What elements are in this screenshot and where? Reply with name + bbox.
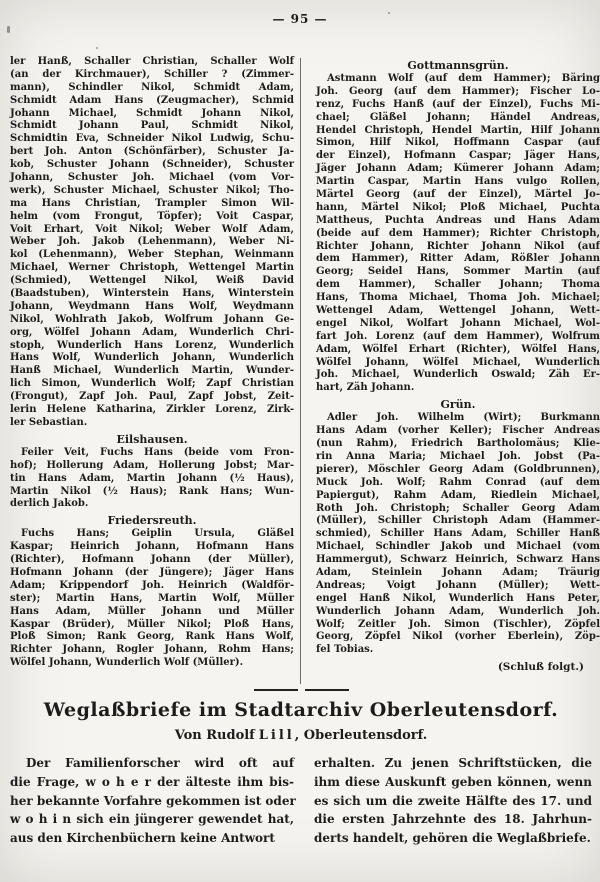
text-line: dem Hammer), Schaller Johann; Thoma xyxy=(316,279,600,291)
scan-noise-speck xyxy=(7,26,10,33)
text-line: mann), Schindler Nikol, Schmidt Adam, xyxy=(10,81,294,93)
section-gruen xyxy=(316,398,600,657)
article-body-columns xyxy=(10,754,592,848)
text-line: Richter Johann, Richter Johann Nikol (auf xyxy=(316,240,600,252)
text-line: Hofmann Johann (der Jüngere); Jäger Hans xyxy=(10,566,294,578)
text-line: ler Hanß, Schaller Christian, Schaller Wolf xyxy=(10,56,294,67)
text-line: Feiler Veit, Fuchs Hans (beide vom Fron- xyxy=(21,446,294,458)
text-line: kol (Lehenmann), Weber Stephan, Weinmann xyxy=(10,249,294,261)
section-divider-rule xyxy=(10,689,592,691)
text-line: Wettengel Adam, Wettengel Johann, Wett- xyxy=(316,305,600,317)
text-line: Weber Joh. Jakob (Lehenmann), Weber Ni- xyxy=(10,236,294,248)
text-line: Schmidt Adam Hans (Zeugmacher), Schmid xyxy=(10,94,294,106)
text-line: schmied), Schiller Hans Adam, Schiller Hanß xyxy=(316,528,600,540)
section-friedersreuth xyxy=(10,514,294,670)
section-eilshausen xyxy=(10,433,294,511)
text-line: es sich um die zweite Hälfte des 17. und xyxy=(314,793,592,808)
text-line: Wunderlich Johann Adam, Wunderlich Joh. xyxy=(316,605,600,617)
article-right-column xyxy=(314,754,592,848)
text-line: (Richter), Hofmann Johann (der Müller), xyxy=(10,554,294,566)
article-weglassbriefe xyxy=(10,689,592,848)
text-line: pierer), Möschler Georg Adam (Goldbrunnen), xyxy=(316,463,600,475)
text-line: Muck Joh. Wolf; Rahm Conrad (auf dem xyxy=(316,476,600,488)
text-line: Michael, Werner Christoph, Wettengel Martin xyxy=(10,262,294,274)
text-line: Papiergut), Rahm Adam, Riedlein Michael, xyxy=(316,489,600,501)
article-title: Weglaßbriefe im Stadtarchiv Oberleutensdorf. xyxy=(43,699,559,721)
text-line: Schmidtin Eva, Schneider Nikol Ludwig, Schu- xyxy=(10,133,294,145)
text-line: hann, Märtel Nikol; Ploß Michael, Puchta xyxy=(316,201,600,213)
text-line: (Schmied), Wettengel Nikol, Weiß David xyxy=(10,275,294,287)
text-line: der Einzel), Hofmann Caspar; Jäger Hans, xyxy=(316,150,600,162)
text-line: Voit Erhart, Voit Nikol; Weber Wolf Adam, xyxy=(10,223,294,235)
text-line: Fuchs Hans; Geiplin Ursula, Gläßel xyxy=(21,528,294,540)
text-line: Ploß Simon; Rank Georg, Rank Hans Wolf, xyxy=(10,631,294,643)
text-line: Wolf; Zeitler Joh. Simon (Tischler), Zöpfel xyxy=(316,618,600,630)
text-line: ma Hans Christian, Trampler Simon Wil- xyxy=(10,197,294,209)
text-line: fart Joh. Lorenz (auf dem Hammer), Wolfrum xyxy=(316,330,600,342)
text-line: engel Hanß Nikol, Wunderlich Hans Peter, xyxy=(316,592,600,604)
text-line: Roth Joh. Christoph; Schaller Georg Adam xyxy=(316,502,600,514)
text-line: org, Wölfel Johann Adam, Wunderlich Chri- xyxy=(10,326,294,338)
heading-friedersreuth: Friedersreuth. xyxy=(107,514,197,528)
text-line: lich Simon, Wunderlich Wolf; Zapf Christian xyxy=(10,378,294,390)
text-line: Jäger Johann Adam; Kümerer Johann Adam; xyxy=(316,163,600,175)
text-line: rin Anna Maria; Michael Joh. Jobst (Pa- xyxy=(316,450,600,462)
text-line: Hans Wolf, Wunderlich Johann, Wunderlich xyxy=(10,352,294,364)
text-line: Georg; Seidel Hans, Sommer Martin (auf xyxy=(316,266,600,278)
byline-prefix: Von Rudolf xyxy=(174,728,255,743)
text-line: ster); Martin Hans, Martin Wolf, Müller xyxy=(10,592,294,604)
text-line: Hammergut), Schwarz Heinrich, Schwarz Hans xyxy=(316,554,600,566)
article-byline xyxy=(10,728,592,743)
text-line: ler Sebastian. xyxy=(10,416,88,428)
continuation-note: (Schluß folgt.) xyxy=(497,661,584,674)
text-line: ihm diese Auskunft geben können, wenn xyxy=(314,774,592,789)
text-line: Hanß Michael, Wunderlich Martin, Wunder- xyxy=(10,365,294,377)
text-line: die Frage, w o h e r der älteste ihm bis- xyxy=(10,774,294,789)
text-line: aus den Kirchenbüchern keine Antwort xyxy=(10,831,275,846)
text-line: Hendel Christoph, Hendel Martin, Hilf Johann xyxy=(316,124,600,136)
text-line: Kaspar (Brüder), Müller Nikol; Ploß Hans, xyxy=(10,618,294,630)
byline-author: Lill xyxy=(258,728,295,743)
text-line: Michael, Schindler Jakob und Michael (vom xyxy=(316,541,600,553)
heading-eilshausen: Eilshausen. xyxy=(116,432,188,446)
text-line: Johann, Schuster Joh. Michael (vom Vor- xyxy=(10,172,294,184)
text-line: die ersten Jahrzehnte des 18. Jahrhun- xyxy=(314,812,592,827)
text-line: werk), Schuster Michael, Schuster Nikol; Tho- xyxy=(10,184,294,196)
text-line: w o h i n sich ein jüngerer gewendet hat, xyxy=(10,812,294,827)
text-line: derlich Jakob. xyxy=(10,498,89,510)
text-line: renz, Fuchs Hanß (auf der Einzel), Fuchs Mi- xyxy=(316,98,600,110)
text-line: engel Nikol, Wolfart Johann Michael, Wol- xyxy=(316,317,600,329)
text-line: (Müller), Schiller Christoph Adam (Hammer- xyxy=(316,515,600,527)
heading-gruen: Grün. xyxy=(440,398,476,412)
article-left-column xyxy=(10,754,294,848)
text-line: Joh. Michael, Wunderlich Oswald; Zäh Er- xyxy=(316,369,600,381)
text-line: dem Hammer), Ritter Adam, Rößler Johann xyxy=(316,253,600,265)
text-line: Martin Nikol (½ Haus); Rank Hans; Wun- xyxy=(10,485,294,497)
text-line: Simon, Hilf Nikol, Hoffmann Caspar (auf xyxy=(316,137,600,149)
text-line: Martin Caspar, Martin Hans vulgo Rollen, xyxy=(316,176,600,188)
text-line: Richter Johann, Rogler Johann, Rohm Hans; xyxy=(10,644,294,656)
text-line: Adam, Wölfel Erhart (Richter), Wölfel Hans, xyxy=(316,343,600,355)
text-line: Johann, Weydmann Hans Wolf, Weydmann xyxy=(10,300,294,312)
text-line: tin Hans Adam, Martin Johann (½ Haus), xyxy=(10,472,294,484)
text-line: her bekannte Vorfahre gekommen ist oder xyxy=(10,793,296,808)
name-list-columns xyxy=(10,56,600,673)
section-gottmannsgruen xyxy=(316,59,600,395)
text-line: Wölfel Johann, Wölfel Michael, Wunderlich xyxy=(316,356,600,368)
text-line: Kaspar; Heinrich Johann, Hofmann Hans xyxy=(10,541,294,553)
left-column xyxy=(10,56,294,673)
text-line: Johann Michael, Schmidt Johann Nikol, xyxy=(10,107,294,119)
text-line: Joh. Georg (auf dem Hammer); Fischer Lo- xyxy=(316,85,600,97)
text-line: derts handelt, gehören die Weglaßbriefe. xyxy=(314,831,591,846)
scan-noise-speck xyxy=(96,47,98,49)
text-line: Adam; Krippendorf Joh. Heinrich (Waldför- xyxy=(10,579,294,591)
text-line: Schmidt Johann Paul, Schmidt Nikol, xyxy=(10,120,294,132)
text-line: (nun Rahm), Friedrich Bartholomäus; Klie- xyxy=(316,438,600,450)
text-line: (an der Kirchmauer), Schiller ? (Zimmer- xyxy=(10,68,294,80)
text-line: (Baadstuben), Winterstein Hans, Winterstein xyxy=(10,288,294,300)
text-line: Der Familienforscher wird oft auf xyxy=(26,756,294,770)
text-line: helm (vom Frongut, Töpfer); Voit Caspar, xyxy=(10,210,294,222)
text-line: hart, Zäh Johann. xyxy=(316,382,415,394)
text-line: Hans, Thoma Michael, Thoma Joh. Michael; xyxy=(316,292,600,304)
text-line: Georg, Zöpfel Nikol (vorher Eberlein), Zöp- xyxy=(316,631,600,643)
text-line: (Frongut), Zapf Joh. Paul, Zapf Jobst, Zeit- xyxy=(10,391,294,403)
text-line: Mattheus, Puchta Andreas und Hans Adam xyxy=(316,214,600,226)
page-number: — 95 — xyxy=(272,12,328,26)
text-line: stoph, Wunderlich Hans Lorenz, Wunderlich xyxy=(10,339,294,351)
text-line: Adler Joh. Wilhelm (Wirt); Burkmann xyxy=(327,412,600,424)
heading-gottmannsgruen: Gottmannsgrün. xyxy=(407,59,509,72)
text-line: kob, Schuster Johann (Schneider), Schuster xyxy=(10,159,294,171)
text-line: Nikol, Wohlrath Jakob, Wolfrum Johann Ge- xyxy=(10,313,294,325)
text-line: erhalten. Zu jenen Schriftstücken, die xyxy=(314,756,592,770)
right-column xyxy=(316,56,600,673)
text-line: lerin Helene Katharina, Zirkler Lorenz, Zirk- xyxy=(10,404,294,416)
text-line: Märtel Georg (auf der Einzel), Märtel Jo- xyxy=(316,189,600,201)
text-line: hof); Hollerung Adam, Hollerung Jobst; Mar- xyxy=(10,459,294,471)
text-line: chael; Gläßel Johann; Händel Andreas, xyxy=(316,111,600,123)
text-line: Astmann Wolf (auf dem Hammer); Bäring xyxy=(327,73,600,84)
text-line: Hans Adam, Müller Johann und Müller xyxy=(10,605,294,617)
text-line: Hans Adam (vorher Keller); Fischer Andreas xyxy=(316,425,600,437)
byline-suffix: , Oberleutensdorf. xyxy=(294,728,428,743)
text-line: (beide auf dem Hammer); Richter Christoph, xyxy=(316,227,600,239)
text-line: Adam, Steinlein Johann Adam; Träurig xyxy=(316,566,600,578)
section-continuation xyxy=(10,56,294,430)
text-line: Andreas; Voigt Johann (Müller); Wett- xyxy=(316,579,600,591)
text-line: bert Joh. Anton (Schönfärber), Schuster Ja- xyxy=(10,146,294,158)
text-line: fel Tobias. xyxy=(316,644,374,656)
text-line: Wölfel Johann, Wunderlich Wolf (Müller). xyxy=(10,657,244,669)
